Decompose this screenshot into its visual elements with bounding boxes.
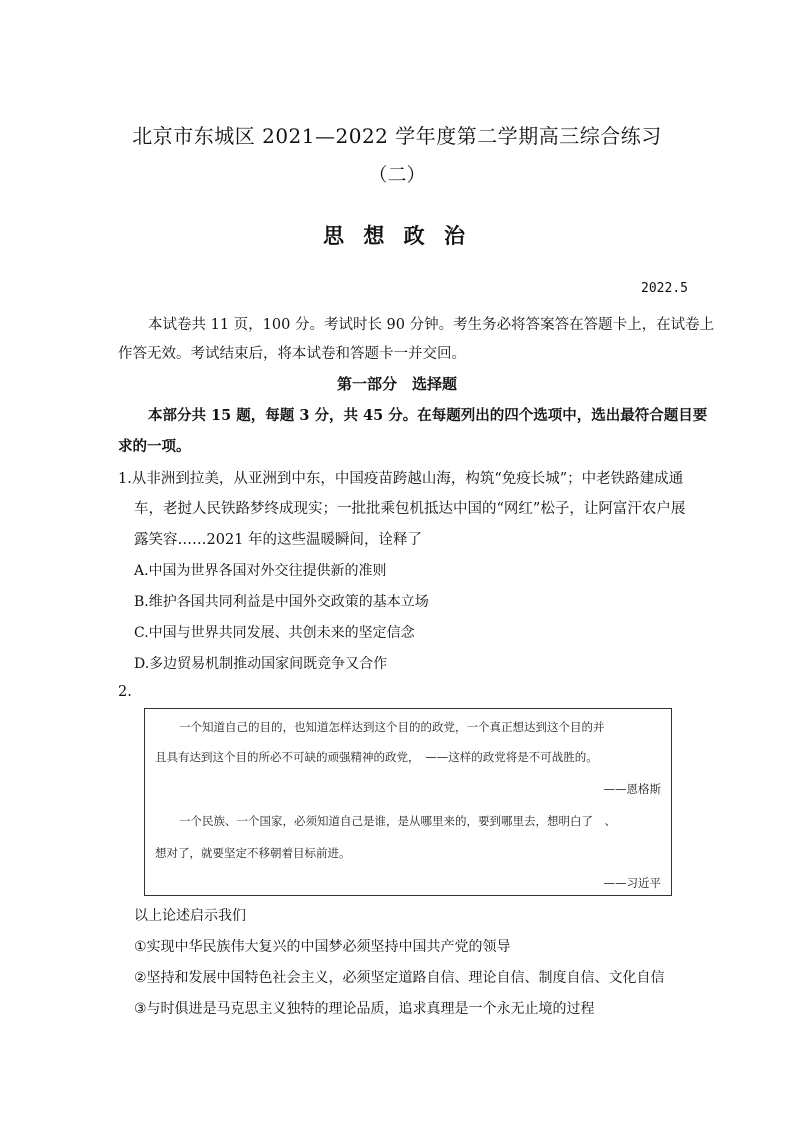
quote-2-line-1: 一个民族、一个国家，必须知道自己是谁，是从哪里来的，要到哪里去，想明白了 、 [179, 814, 616, 828]
quote-2-author: ——习近平 [603, 876, 661, 890]
quote-1-author: ——恩格斯 [603, 782, 661, 796]
section-title: 第一部分 选择题 [336, 375, 457, 393]
quote-1-line-2: 且具有达到这个目的所必不可缺的顽强精神的政党， ——这样的政党将是不可战胜的。 [155, 750, 598, 764]
subject-heading: 思 想 政 治 [323, 223, 471, 248]
question-2-statement-3: ③与时俱进是马克思主义独特的理论品质，追求真理是一个永无止境的过程 [134, 1001, 595, 1017]
question-1-line-1: 1.从非洲到拉美，从亚洲到中东，中国疫苗跨越山海，构筑“免疫长城”；中老铁路建成通 [118, 471, 684, 487]
question-1-line-3: 露笑容……2021 年的这些温暖瞬间，诠释了 [134, 532, 423, 548]
quote-1-line-1: 一个知道自己的目的，也知道怎样达到这个目的的政党，一个真正想达到这个目的并 [179, 720, 605, 734]
question-2-statement-2: ②坚持和发展中国特色社会主义，必须坚定道路自信、理论自信、制度自信、文化自信 [134, 970, 665, 986]
question-1-option-b: B.维护各国共同利益是中国外交政策的基本立场 [134, 594, 429, 610]
quote-box [144, 708, 672, 896]
question-1-line-2: 车，老挝人民铁路梦终成现实；一批批乘包机抵达中国的“网红”松子，让阿富汗农户展 [134, 501, 686, 517]
page-title: 北京市东城区 2021—2022 学年度第二学期高三综合练习 [132, 124, 662, 148]
section-note-line-1: 本部分共 15 题，每题 3 分，共 45 分。在每题列出的四个选项中，选出最符合题目要 [148, 407, 708, 424]
quote-2-line-2: 想对了，就要坚定不移朝着目标前进。 [155, 846, 351, 860]
exam-date: 2022.5 [641, 281, 688, 296]
question-1-option-c: C.中国与世界共同发展、共创未来的坚定信念 [134, 625, 415, 641]
section-note-line-2: 求的一项。 [118, 438, 191, 455]
question-1-option-a: A.中国为世界各国对外交往提供新的准则 [134, 563, 387, 579]
question-2-stem: 以上论述启示我们 [134, 908, 246, 924]
page-subtitle: （二） [368, 164, 426, 186]
instructions-line-1: 本试卷共 11 页，100 分。考试时长 90 分钟。考生务必将答案答在答题卡上，在试卷上 [148, 317, 715, 333]
question-1-option-d: D.多边贸易机制推动国家间既竞争又合作 [134, 656, 388, 672]
question-2-statement-1: ①实现中华民族伟大复兴的中国梦必须坚持中国共产党的领导 [134, 939, 511, 955]
question-2-number: 2. [118, 684, 132, 700]
instructions-line-2: 作答无效。考试结束后，将本试卷和答题卡一并交回。 [118, 346, 466, 362]
